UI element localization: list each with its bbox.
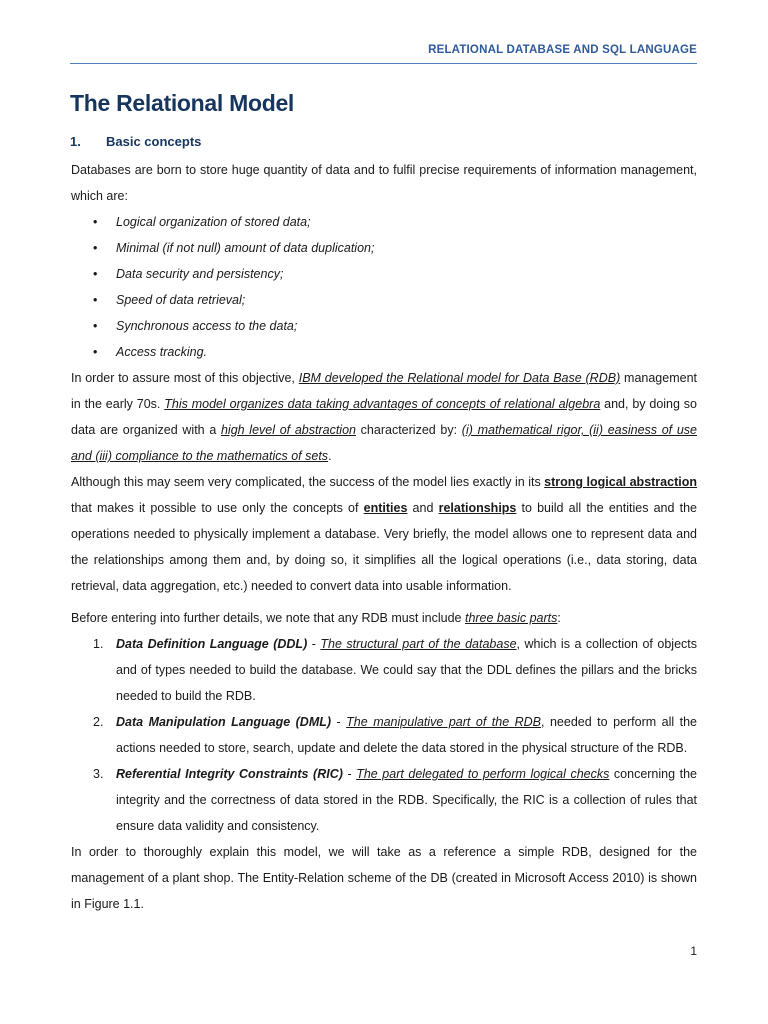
bullet-icon: • bbox=[93, 293, 98, 307]
list-item: • Access tracking. bbox=[71, 339, 697, 365]
list-item: 2. Data Manipulation Language (DML) - The manipulative part of the RDB, needed to perform all the actions needed to store, search, update and delete the data stored in the physical structure of the RDB. bbox=[93, 715, 697, 755]
body-text bbox=[71, 157, 697, 917]
running-header: RELATIONAL DATABASE AND SQL LANGUAGE bbox=[428, 44, 697, 56]
list-item: 3. Referential Integrity Constraints (RIC) - The part delegated to perform logical checks concerning the integrity and the correctness of data stored in the RDB. Specifically, the RIC is a collection of rules that ensure data validity and consistency. bbox=[93, 767, 698, 833]
section-heading bbox=[70, 134, 201, 149]
page-number: 1 bbox=[690, 944, 697, 958]
section-number: 1. bbox=[70, 134, 81, 149]
list-item: • Data security and persistency; bbox=[71, 261, 697, 287]
bullet-icon: • bbox=[93, 215, 98, 229]
paragraph-ibm-history: In order to assure most of this objective, IBM developed the Relational model for Data Base (RDB) management in the early 70s. This model organizes data taking advantages of concepts of relational algebra and, by doing so data are organized with a high level of abstraction characterized by: (i) mathematical rigor, (ii) easiness of use and (iii) compliance to the mathematics of sets. bbox=[71, 371, 698, 463]
list-item: • Logical organization of stored data; bbox=[71, 209, 697, 235]
intro-paragraph: Databases are born to store huge quantity of data and to fulfil precise requirements of information management, which are: bbox=[71, 163, 697, 203]
paragraph-three-parts: Before entering into further details, we note that any RDB must include three basic parts: bbox=[71, 611, 561, 625]
bullet-icon: • bbox=[93, 267, 98, 281]
section-title: Basic concepts bbox=[106, 134, 202, 149]
list-item: • Minimal (if not null) amount of data duplication; bbox=[71, 235, 697, 261]
page-title: The Relational Model bbox=[70, 90, 295, 116]
list-item: • Synchronous access to the data; bbox=[71, 313, 697, 339]
bullet-icon: • bbox=[93, 241, 98, 255]
list-item: • Speed of data retrieval; bbox=[71, 287, 697, 313]
list-item: 1. Data Definition Language (DDL) - The structural part of the database, which is a collection of objects and of types needed to build the database. We could say that the DDL defines the pillars and the bricks needed to build the RDB. bbox=[93, 637, 697, 703]
paragraph-plant-shop: In order to thoroughly explain this model, we will take as a reference a simple RDB, designed for the management of a plant shop. The Entity-Relation scheme of the DB (created in Microsoft Access 2010) is shown in Figure 1.1. bbox=[71, 845, 697, 911]
header-rule bbox=[70, 63, 697, 64]
paragraph-abstraction: Although this may seem very complicated, the success of the model lies exactly in its strong logical abstraction that makes it possible to use only the concepts of entities and relationships to build all the entities and the operations needed to physically implement a database. Very briefly, the model allows one to represent data and the relationships among them and, by doing so, it simplifies all the logical operations (i.e., data storing, data retrieval, data aggregation, etc.) needed to convert data into usable information. bbox=[71, 475, 697, 593]
bullet-icon: • bbox=[93, 345, 98, 359]
basic-parts-list bbox=[71, 631, 697, 839]
requirements-list bbox=[71, 209, 697, 365]
bullet-icon: • bbox=[93, 319, 98, 333]
